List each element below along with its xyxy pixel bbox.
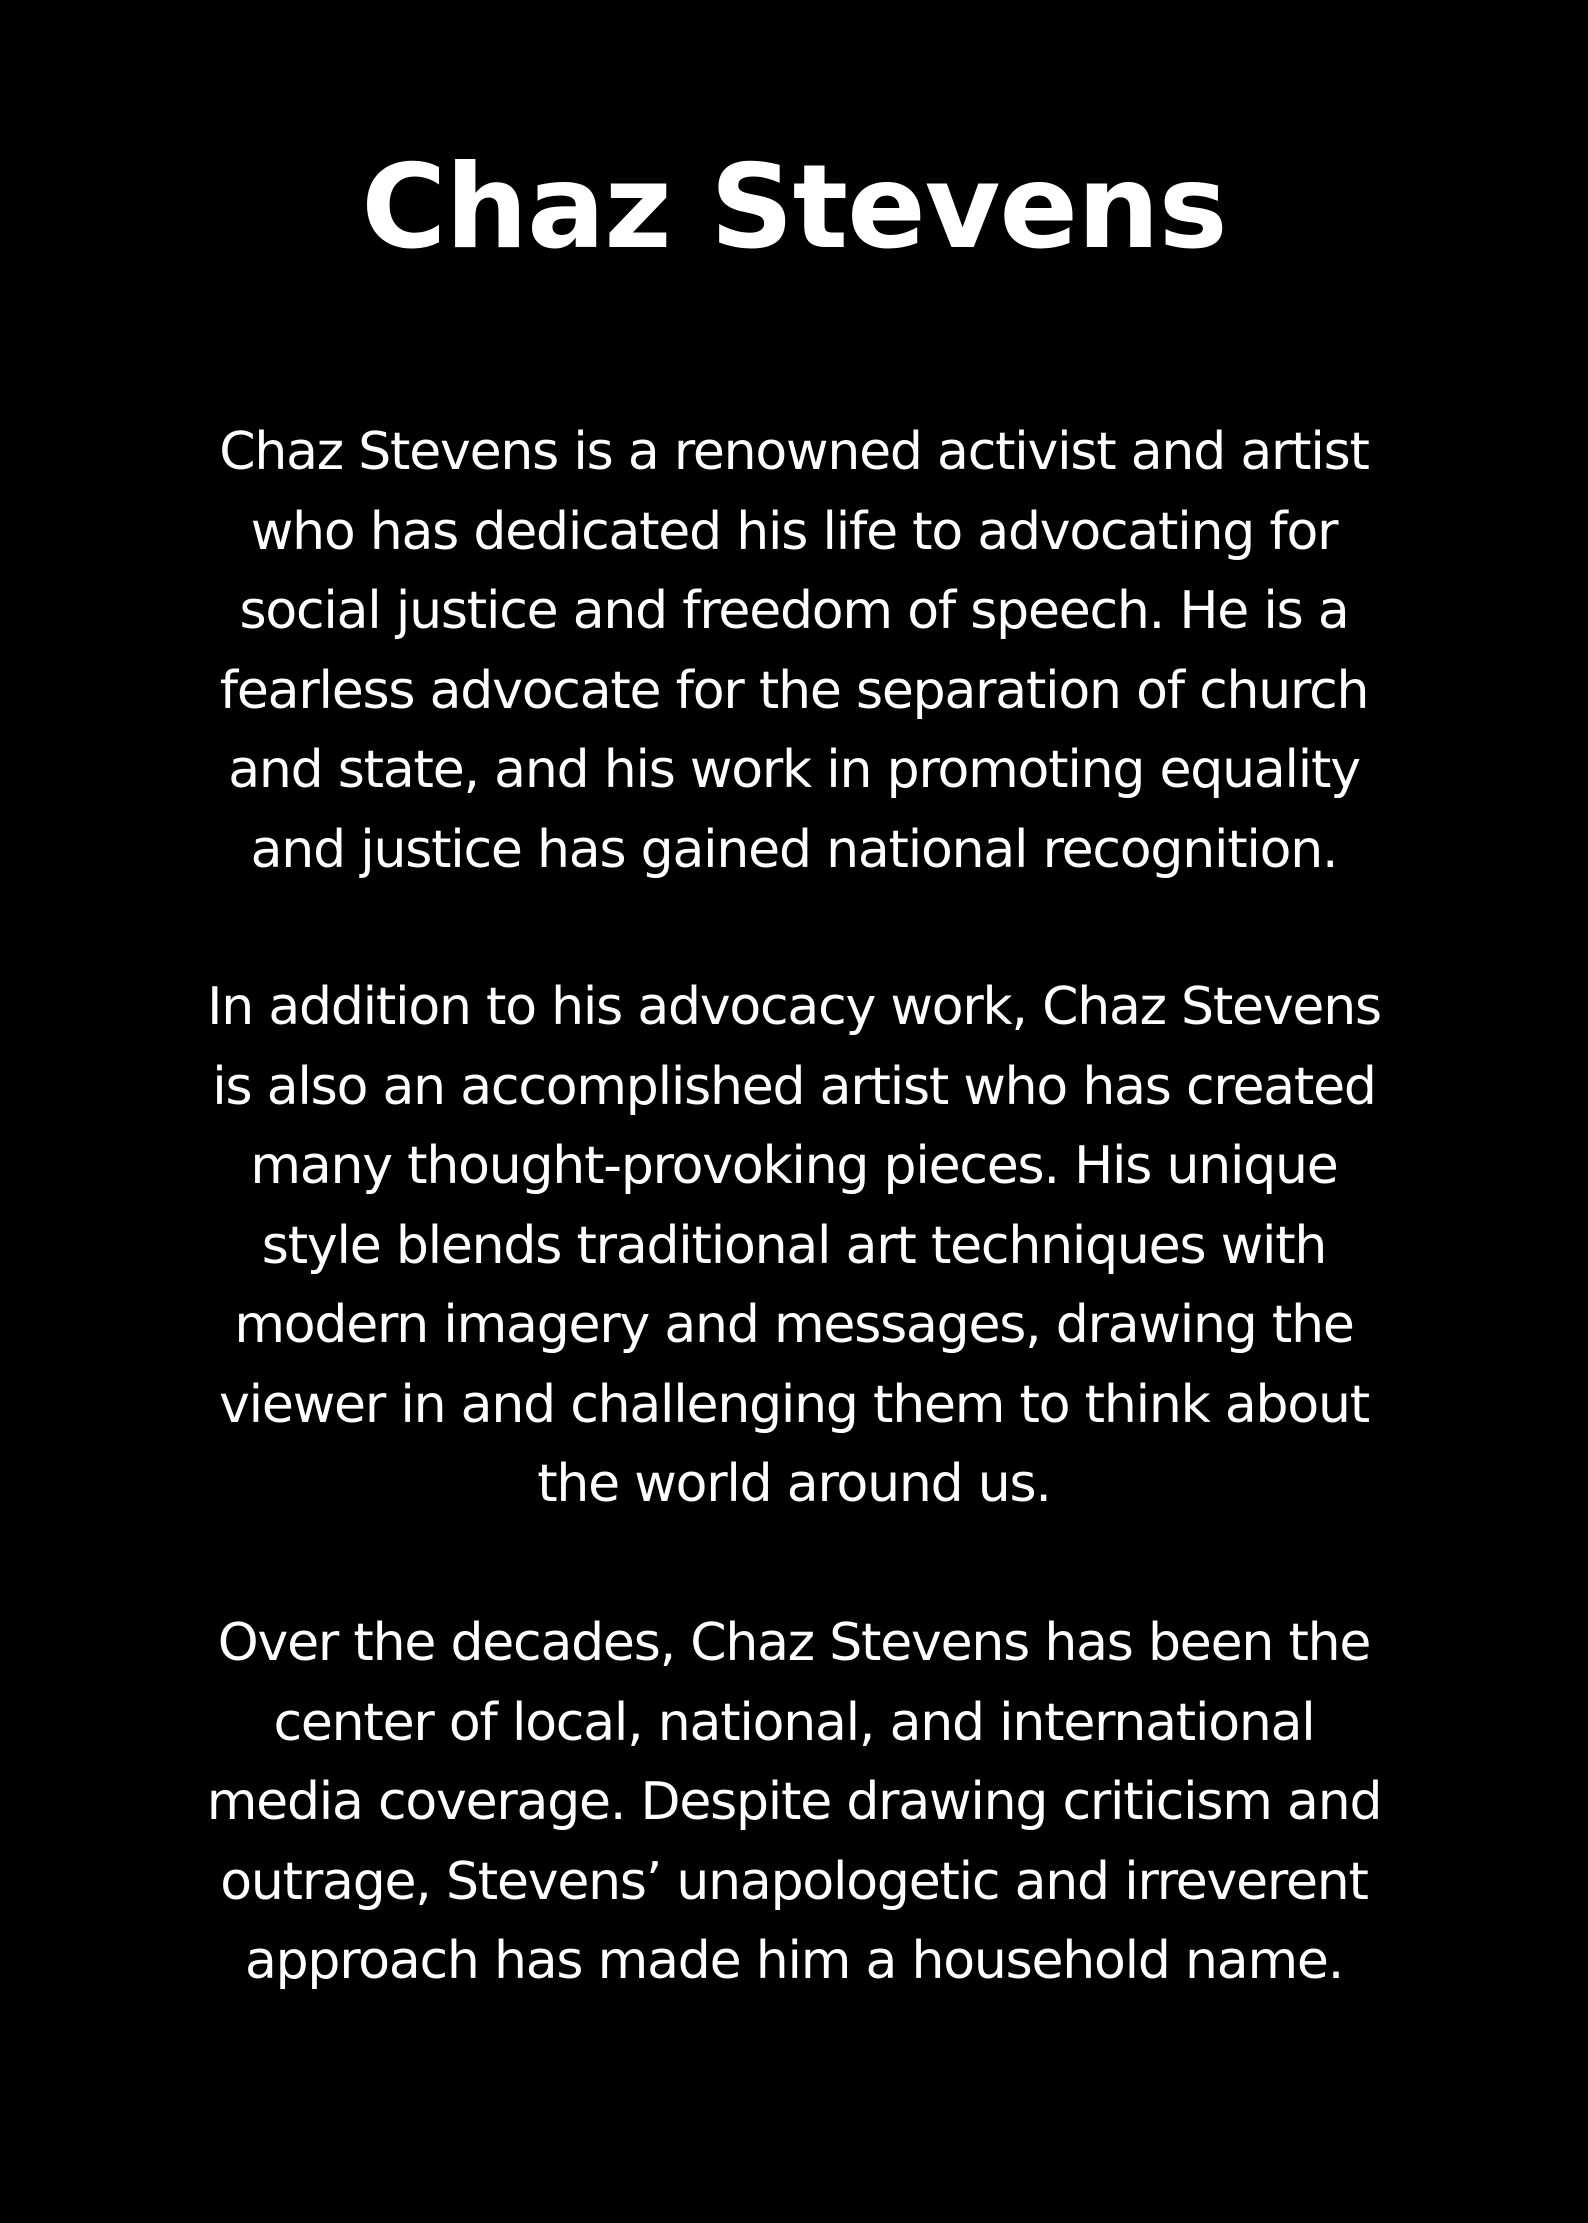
paragraph-line: the world around us.	[537, 1454, 1051, 1514]
paragraph-media	[110, 1604, 1478, 2002]
paragraph-art	[110, 968, 1478, 1525]
paragraph-line: approach has made him a household name.	[244, 1931, 1344, 1991]
paragraph-line: In addition to his advocacy work, Chaz Stevens	[207, 977, 1381, 1037]
paragraph-line: outrage, Stevens’ unapologetic and irreverent	[220, 1851, 1368, 1912]
paragraph-line: media coverage. Despite drawing criticism and	[206, 1772, 1382, 1832]
paragraph-line: Chaz Stevens is a renowned activist and artist	[219, 422, 1369, 482]
paragraph-line: center of local, national, and international	[273, 1692, 1315, 1753]
paragraph-line: who has dedicated his life to advocating for	[250, 501, 1338, 562]
paragraph-line: modern imagery and messages, drawing the	[234, 1295, 1354, 1355]
paragraph-line: is also an accomplished artist who has created	[212, 1056, 1376, 1117]
paragraph-line: and state, and his work in promoting equality	[228, 740, 1360, 800]
paragraph-line: Over the decades, Chaz Stevens has been the	[217, 1613, 1371, 1673]
paragraph-line: many thought-provoking pieces. His unique	[250, 1136, 1338, 1196]
paragraph-line: viewer in and challenging them to think about	[219, 1374, 1369, 1435]
paragraph-line: style blends traditional art techniques with	[261, 1215, 1327, 1276]
paragraph-line: and justice has gained national recognition.	[250, 819, 1338, 880]
page-title: Chaz Stevens	[361, 140, 1227, 275]
paragraph-intro	[110, 413, 1478, 890]
paragraph-line: social justice and freedom of speech. He is a	[239, 581, 1349, 641]
paragraph-line: fearless advocate for the separation of church	[219, 660, 1369, 721]
